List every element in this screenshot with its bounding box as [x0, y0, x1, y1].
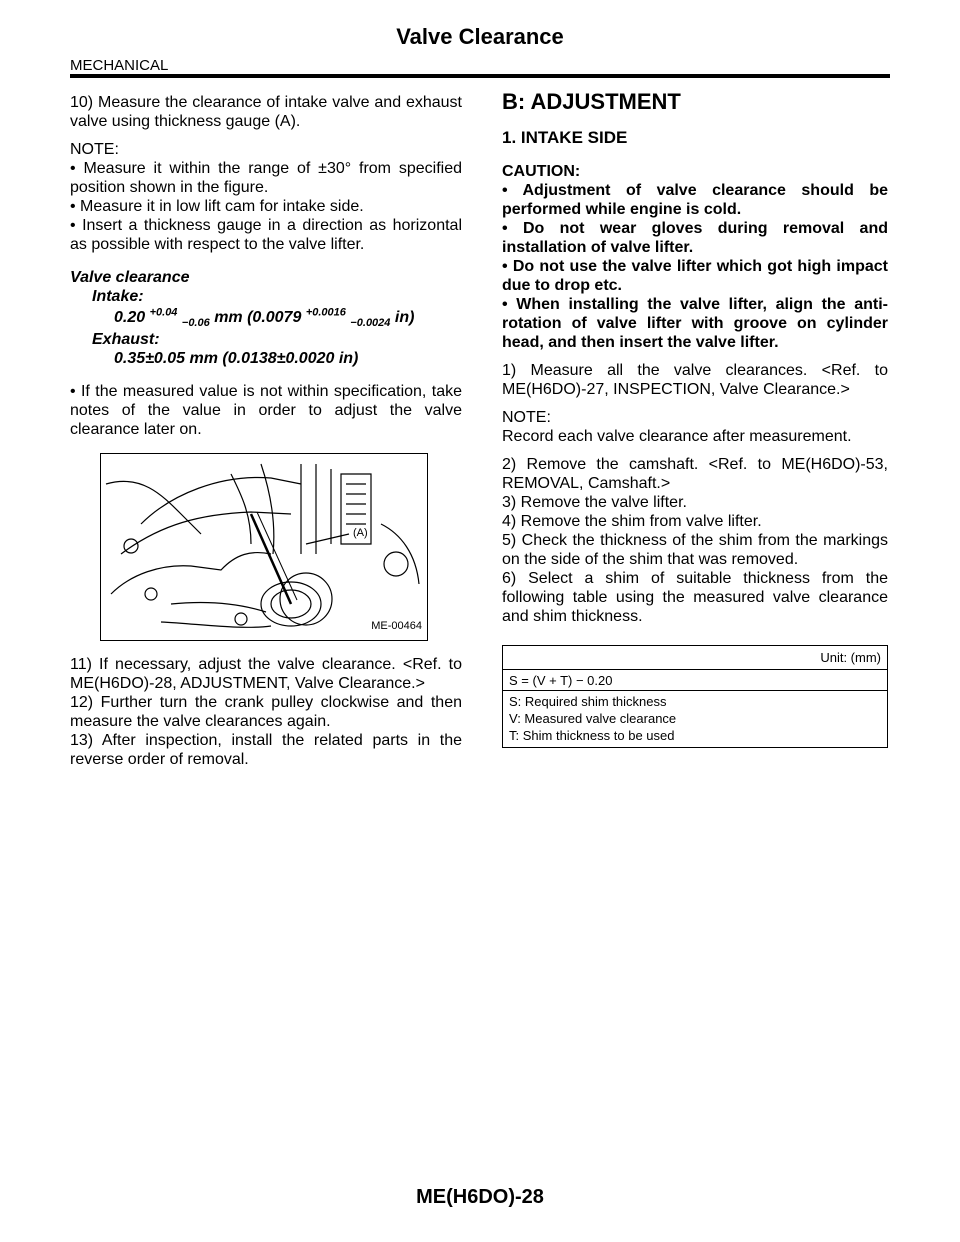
left-column	[70, 93, 462, 769]
page-number: ME(H6DO)-28	[416, 1186, 544, 1208]
shim-formula-table	[502, 645, 888, 748]
step-1: 1) Measure all the valve clearances. <Ref. to ME(H6DO)-27, INSPECTION, Valve Clearance.>	[502, 362, 888, 398]
right-note-text: Record each valve clearance after measurement.	[502, 428, 852, 445]
step-2: 2) Remove the camshaft. <Ref. to ME(H6DO)-53, REMOVAL, Camshaft.>	[502, 456, 888, 492]
step-5: 5) Check the thickness of the shim from the markings on the side of the shim that was removed.	[502, 532, 888, 568]
spec-exhaust-value: 0.35±0.05 mm (0.0138±0.0020 in)	[114, 350, 359, 367]
caution-label: CAUTION:	[502, 163, 581, 180]
caution-item-3: • Do not use the valve lifter which got high impact due to drop etc.	[502, 258, 888, 294]
intake-side-heading: 1. INTAKE SIDE	[502, 128, 628, 147]
legend-t: T: Shim thickness to be used	[509, 728, 675, 743]
figure-code: ME-00464	[371, 620, 422, 632]
caution-item-4: • When installing the valve lifter, align the anti-rotation of valve lifter with groove on cylinder head, and then insert the valve lifter.	[502, 296, 888, 351]
adjustment-heading: B: ADJUSTMENT	[502, 89, 681, 114]
step-4: 4) Remove the shim from valve lifter.	[502, 513, 762, 530]
table-formula: S = (V + T) − 0.20	[503, 670, 887, 691]
table-unit: Unit: (mm)	[503, 646, 887, 670]
spec-heading: Valve clearance	[70, 269, 190, 286]
right-note-label: NOTE:	[502, 409, 551, 426]
spec-exhaust-label: Exhaust:	[92, 331, 160, 348]
spec-intake-value: 0.20 $^{+0.04}$ $_{-0.06}$ mm (0.0079 $^{+0.0016}$ $_{-0.0024}$ in)	[114, 306, 415, 330]
thickness-gauge-figure	[100, 453, 428, 641]
note-item-3: • Insert a thickness gauge in a direction as horizontal as possible with respect to the valve lifter.	[70, 217, 462, 253]
section-label: MECHANICAL	[70, 57, 169, 74]
note-label: NOTE:	[70, 141, 119, 158]
step-10: 10) Measure the clearance of intake valve and exhaust valve using thickness gauge (A).	[70, 94, 462, 130]
header-rule	[70, 74, 890, 78]
step-6: 6) Select a shim of suitable thickness from the following table using the measured valve clearance and shim thickness.	[502, 570, 888, 625]
engine-illustration	[101, 454, 427, 640]
table-legend	[503, 691, 887, 747]
legend-s: S: Required shim thickness	[509, 694, 667, 709]
step-3: 3) Remove the valve lifter.	[502, 494, 687, 511]
note-item-2: • Measure it in low lift cam for intake side.	[70, 198, 364, 215]
bullet-not-within-spec: • If the measured value is not within specification, take notes of the value in order to adjust the valve clearance later on.	[70, 383, 462, 438]
caution-item-2: • Do not wear gloves during removal and installation of valve lifter.	[502, 220, 888, 256]
right-column	[502, 90, 888, 626]
step-12: 12) Further turn the crank pulley clockwise and then measure the valve clearances again.	[70, 694, 462, 730]
step-13: 13) After inspection, install the related parts in the reverse order of removal.	[70, 732, 462, 768]
caution-item-1: • Adjustment of valve clearance should be performed while engine is cold.	[502, 182, 888, 218]
page-title: Valve Clearance	[396, 24, 564, 49]
spec-intake-label: Intake:	[92, 288, 144, 305]
legend-v: V: Measured valve clearance	[509, 711, 677, 726]
figure-callout-a: (A)	[353, 527, 368, 539]
step-11: 11) If necessary, adjust the valve clearance. <Ref. to ME(H6DO)-28, ADJUSTMENT, Valve Clearance.>	[70, 656, 462, 692]
note-item-1: • Measure it within the range of ±30° from specified position shown in the figure.	[70, 160, 462, 196]
